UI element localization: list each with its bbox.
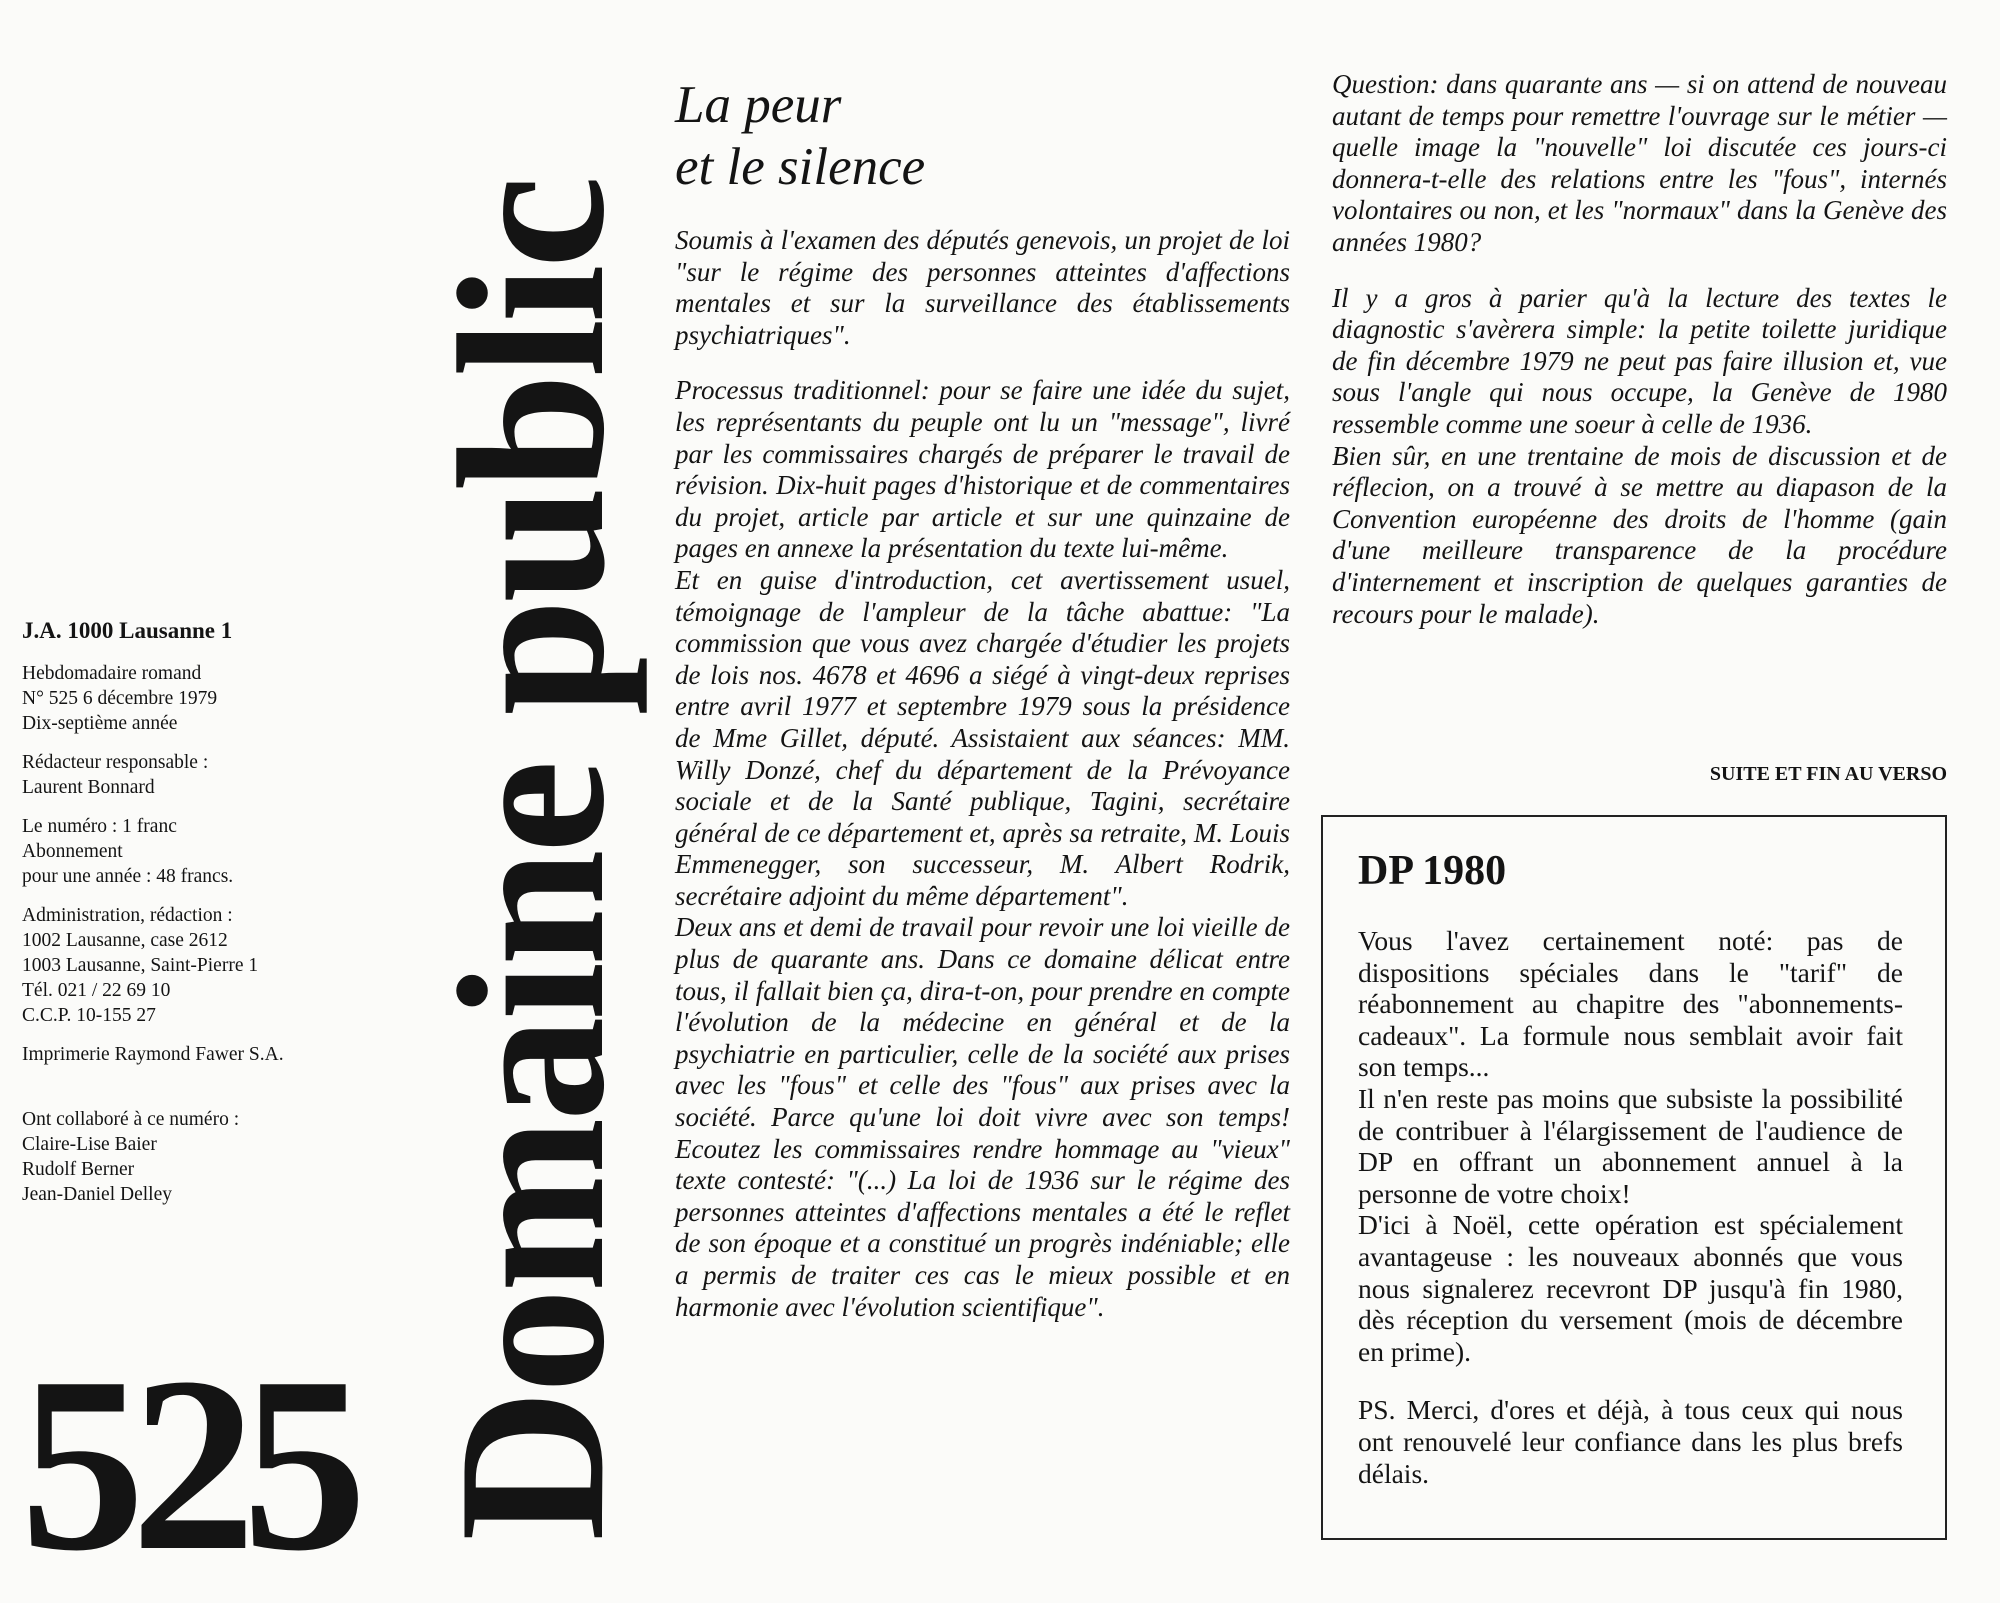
notice-paragraph: PS. Merci, d'ores et déjà, à tous ceux qui nous ont renouvelé leur confiance dans les plus brefs délais.	[1358, 1394, 1903, 1489]
contributors-label: Ont collaboré à ce numéro :	[22, 1109, 240, 1130]
issue-price: Le numéro : 1 franc	[22, 816, 177, 837]
article-column-2	[1332, 69, 1947, 630]
contributor-name: Claire-Lise Baier	[22, 1134, 157, 1155]
contributor-name: Jean-Daniel Delley	[22, 1184, 172, 1205]
editor-info	[22, 750, 362, 800]
article-paragraph: Et en guise d'introduction, cet avertissement usuel, témoignage de l'ampleur de la tâche abattue: "La commission que vous avez chargée d'étudier les projets de lois nos. 4678 et 4696 a siégé à vingt-deux reprises entre avril 1977 et septembre 1979 sous la présidence de Mme Gillet, député. Assistaient aux séances: MM. Willy Donzé, chef du département de la Prévoyance sociale et de la Santé publique, Tagini, secrétaire général de ce département et, après sa retraite, M. Louis Emmenegger, son successeur, M. Albert Rodrik, secrétaire adjoint du même département".	[675, 564, 1290, 911]
contributor-name: Rudolf Berner	[22, 1159, 135, 1180]
notice-box	[1321, 815, 1947, 1540]
article-paragraph: Soumis à l'examen des députés genevois, un projet de loi "sur le régime des personnes atteintes d'affections mentales et sur la surveillance des établissements psychiatriques".	[675, 225, 1290, 350]
masthead-title: Domaine public	[416, 179, 648, 1541]
article-column-1	[675, 225, 1290, 1323]
article-title	[675, 74, 925, 198]
publication-type: Hebdomadaire romand	[22, 663, 202, 684]
article-title-line-1: La peur	[675, 76, 842, 134]
article-paragraph: Deux ans et demi de travail pour revoir une loi vieille de plus de quarante ans. Dans ce domaine délicat entre tous, il fallait bien ça, dira-t-on, pour prendre en compte l'évolution de la médecine en général et de la psychiatrie en particulier, celle de la société aux prises avec les "fous" et celle des "fous" aux prises avec la société. Parce qu'une loi doit vivre avec son temps! Ecoutez les commissaires rendre hommage au "vieux" texte contesté: "(...) La loi de 1936 sur le régime des personnes atteintes d'affections mentales a été le reflet de son époque et a constitué un progrès indéniable; elle a permis de traiter ces cas le mieux possible et en harmonie avec l'évolution scientifique".	[675, 912, 1290, 1322]
contributors-info	[22, 1107, 362, 1207]
subscription-price: pour une année : 48 francs.	[22, 866, 234, 887]
publication-year: Dix-septième année	[22, 713, 178, 734]
imprint-column	[22, 618, 362, 1221]
notice-body	[1358, 925, 1903, 1489]
article-paragraph: Il y a gros à parier qu'à la lecture des textes le diagnostic s'avèrera simple: la petite toilette juridique de fin décembre 1979 ne peut pas faire illusion et, vue sous l'angle qui nous occupe, la Genève de 1980 ressemble comme une soeur à celle de 1936.	[1332, 282, 1947, 439]
editor-label: Rédacteur responsable :	[22, 752, 209, 773]
article-paragraph: Bien sûr, en une trentaine de mois de discussion et de réflecion, on a trouvé à se mettre au diapason de la Convention européenne des droits de l'homme (gain d'une meilleure transparence de la procédure d'internement et inscription de quelques garanties de recours pour le malade).	[1332, 440, 1947, 629]
notice-paragraph: Vous l'avez certainement noté: pas de dispositions spéciales dans le "tarif" de réabonnement au chapitre des "abonnements-cadeaux". La formule nous semblait avoir fait son temps...	[1358, 925, 1903, 1083]
notice-paragraph: D'ici à Noël, cette opération est spécialement avantageuse : les nouveaux abonnés que vous nous signalerez recevront DP jusqu'à fin 1980, dès réception du versement (mois de décembre en prime).	[1358, 1209, 1903, 1367]
postal-mark: J.A. 1000 Lausanne 1	[22, 618, 233, 643]
continued-notice: SUITE ET FIN AU VERSO	[1709, 763, 1947, 785]
price-info	[22, 814, 362, 889]
printer-info	[22, 1042, 362, 1067]
printer-name: Imprimerie Raymond Fawer S.A.	[22, 1044, 284, 1065]
notice-paragraph: Il n'en reste pas moins que subsiste la possibilité de contribuer à l'élargissement de l'audience de DP en offrant un abonnement annuel à la personne de votre choix!	[1358, 1082, 1903, 1209]
issue-number: 525	[20, 1326, 353, 1603]
editor-name: Laurent Bonnard	[22, 777, 155, 798]
notice-heading: DP 1980	[1358, 848, 1507, 894]
article-paragraph: Question: dans quarante ans — si on attend de nouveau autant de temps pour remettre l'ouvrage sur le métier — quelle image la "nouvelle" loi discutée ces jours-ci donnera-t-elle des relations entre les "fous", internés volontaires ou non, et les "normaux" dans la Genève des années 1980?	[1332, 69, 1947, 257]
issue-date: N° 525 6 décembre 1979	[22, 688, 218, 709]
admin-label: Administration, rédaction :	[22, 905, 233, 926]
admin-address-2: 1003 Lausanne, Saint-Pierre 1	[22, 955, 259, 976]
publication-info	[22, 661, 362, 736]
article-title-line-2: et le silence	[675, 138, 926, 196]
admin-address-1: 1002 Lausanne, case 2612	[22, 930, 228, 951]
article-paragraph: Processus traditionnel: pour se faire une idée du sujet, les représentants du peuple ont lu un "message", livré par les commissaires chargés de préparer le travail de révision. Dix-huit pages d'historique et de commentaires du projet, article par article et sur une quinzaine de pages en annexe la présentation du texte lui-même.	[675, 375, 1290, 564]
admin-ccp: C.C.P. 10-155 27	[22, 1005, 156, 1026]
admin-info	[22, 903, 362, 1028]
subscription-label: Abonnement	[22, 841, 123, 862]
admin-phone: Tél. 021 / 22 69 10	[22, 980, 171, 1001]
